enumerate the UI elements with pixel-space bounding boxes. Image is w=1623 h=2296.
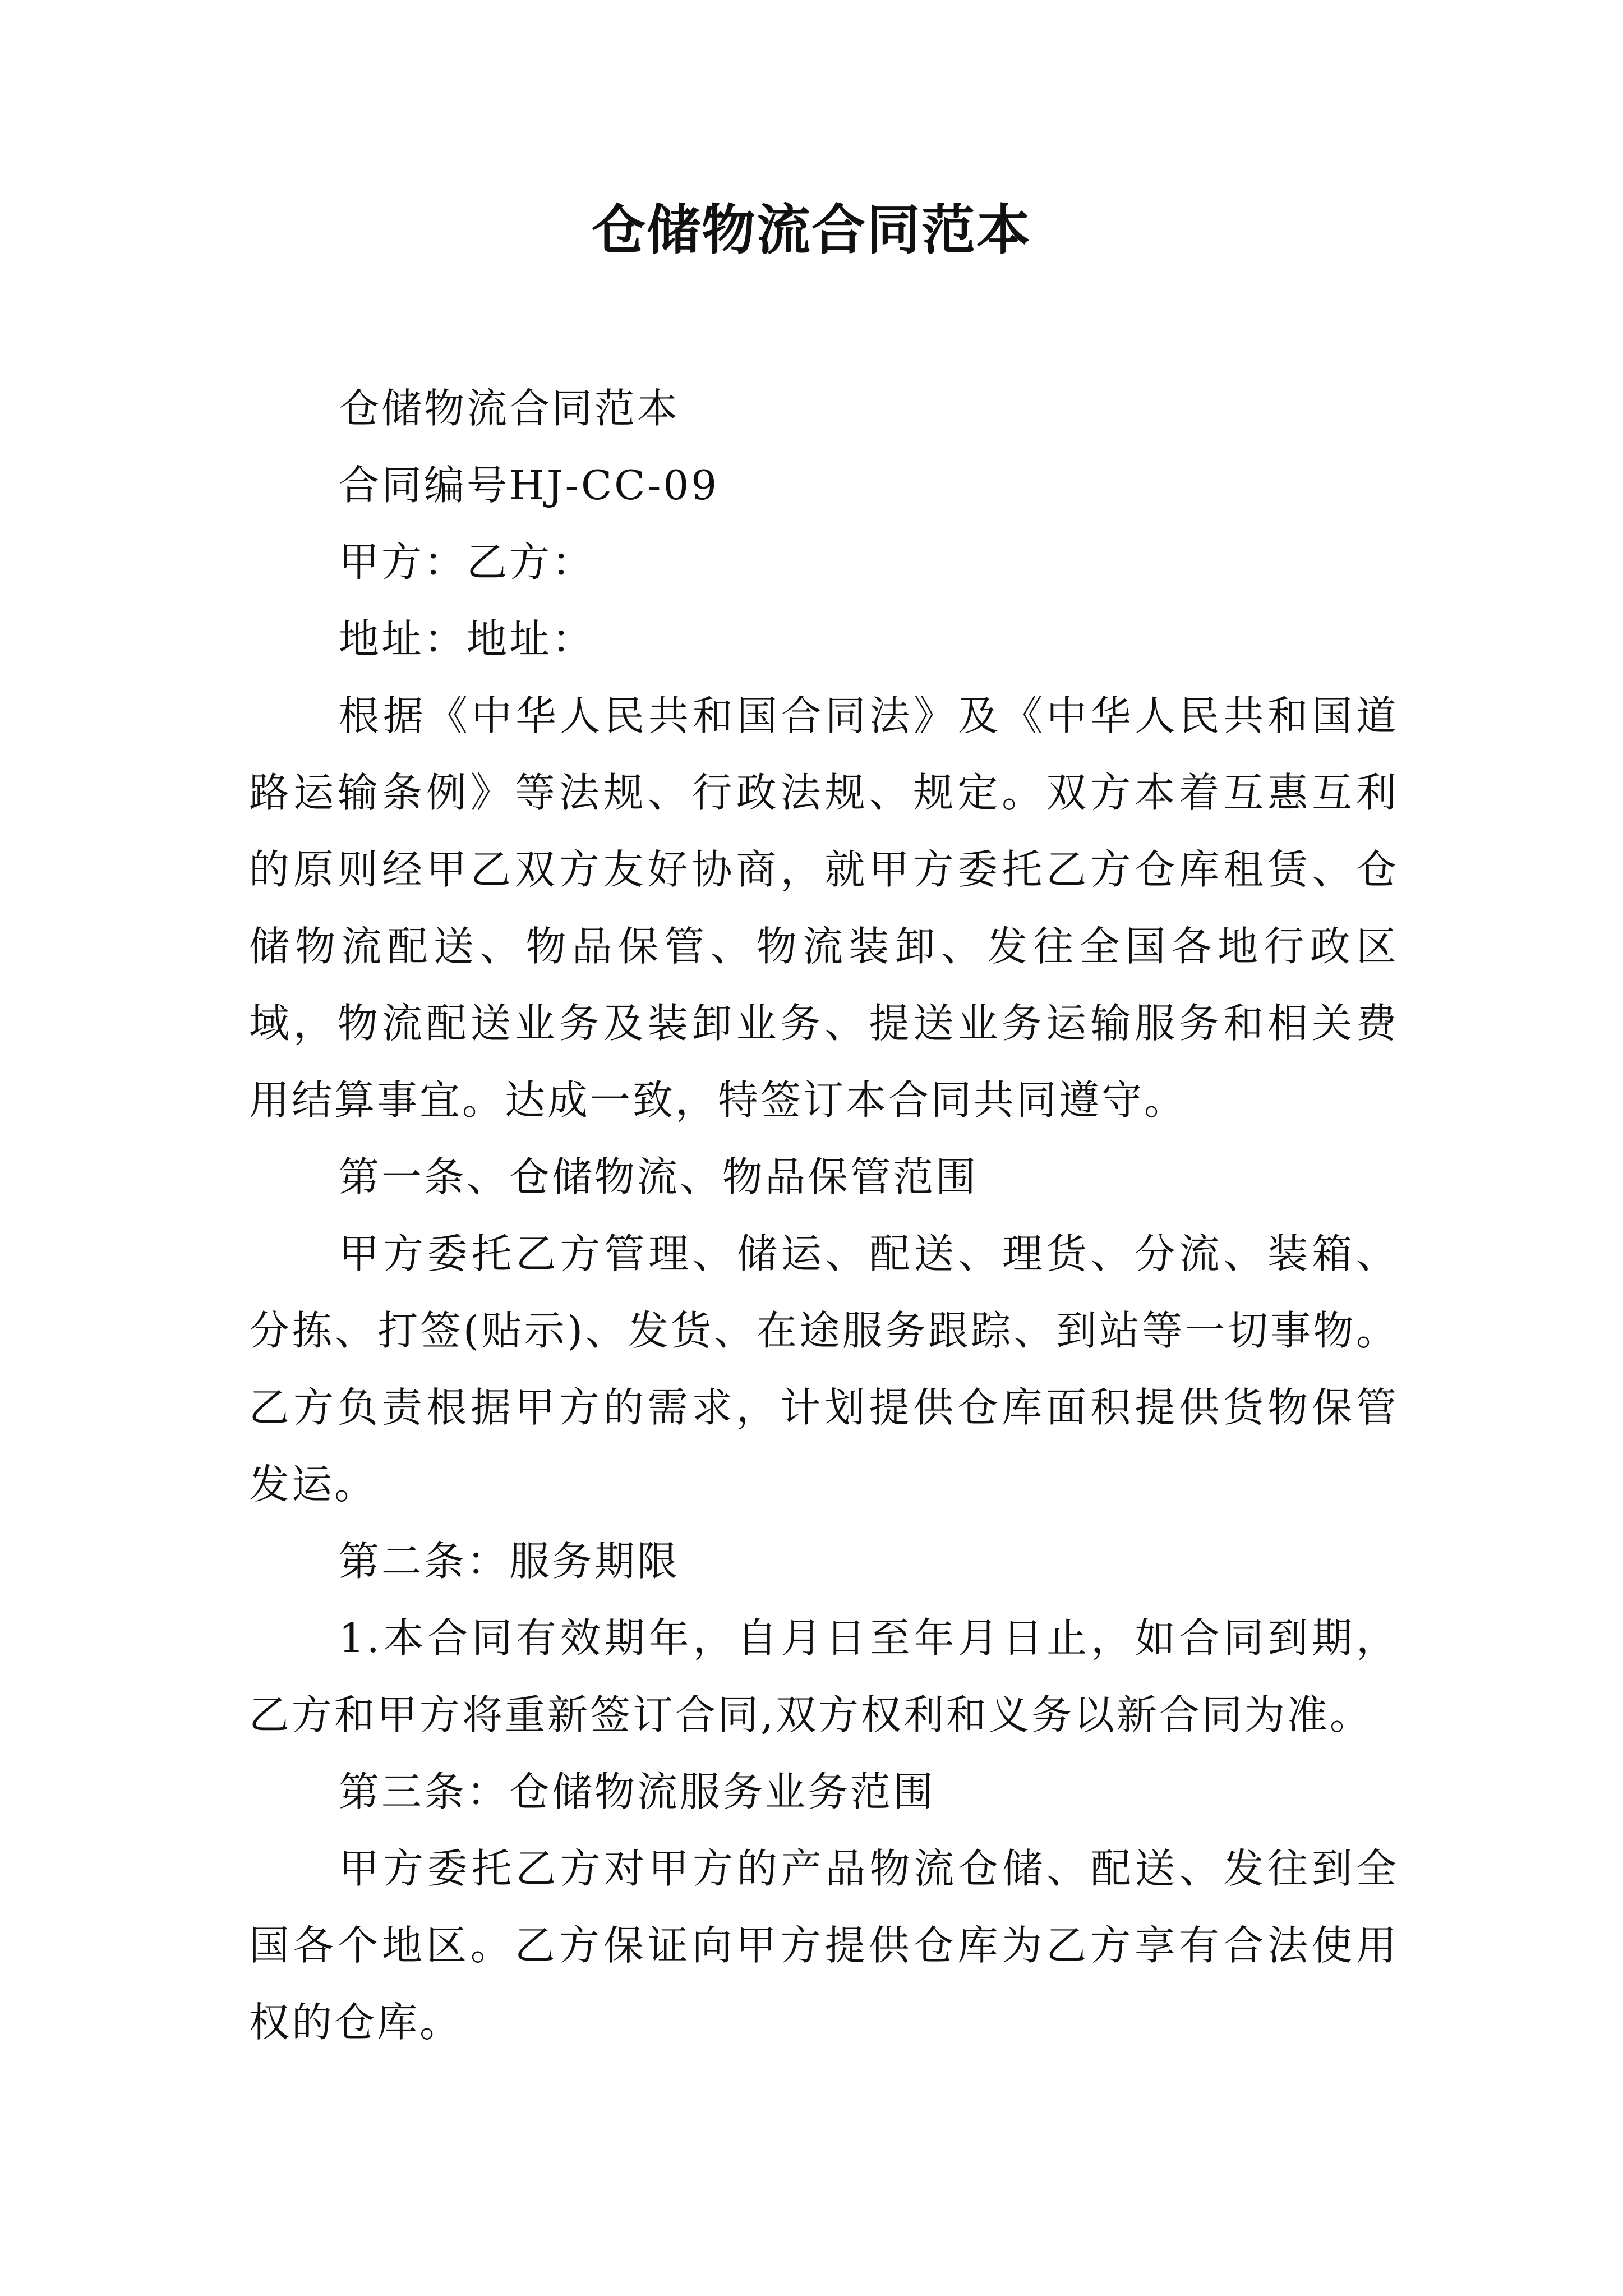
parties-line: 甲方：乙方：: [339, 539, 595, 586]
contract-number-line: 合同编号HJ-CC-09: [339, 462, 720, 509]
article-2-paragraph: 1.本合同有效期年，自月日至年月日止，如合同到期，乙方和甲方将重新签订合同,双方权利和义务以新合同为准。: [249, 1614, 1399, 1738]
preamble-paragraph: 根据《中华人民共和国合同法》及《中华人民共和国道路运输条例》等法规、行政法规、规定。双方本着互惠互利的原则经甲乙双方友好协商，就甲方委托乙方仓库租赁、仓储物流配送、物品保管、物流装卸、发往全国各地行政区域，物流配送业务及装卸业务、提送业务运输服务和相关费用结算事宜。达成一致，特签订本合同共同遵守。: [249, 692, 1399, 1124]
document-body: [249, 370, 1399, 2061]
document-title: 仓储物流合同范本: [592, 198, 1031, 261]
article-3-paragraph: 甲方委托乙方对甲方的产品物流仓储、配送、发往到全国各个地区。乙方保证向甲方提供仓库为乙方享有合法使用权的仓库。: [249, 1845, 1399, 2046]
subtitle-line: 仓储物流合同范本: [339, 385, 680, 432]
article-2-heading: 第二条：服务期限: [339, 1538, 680, 1585]
article-1-paragraph: 甲方委托乙方管理、储运、配送、理货、分流、装箱、分拣、打签(贴示)、发货、在途服务跟踪、到站等一切事物。乙方负责根据甲方的需求，计划提供仓库面积提供货物保管发运。: [249, 1230, 1399, 1508]
article-3-heading: 第三条：仓储物流服务业务范围: [339, 1768, 936, 1815]
article-1-heading: 第一条、仓储物流、物品保管范围: [339, 1153, 979, 1200]
address-line: 地址：地址：: [339, 615, 595, 662]
